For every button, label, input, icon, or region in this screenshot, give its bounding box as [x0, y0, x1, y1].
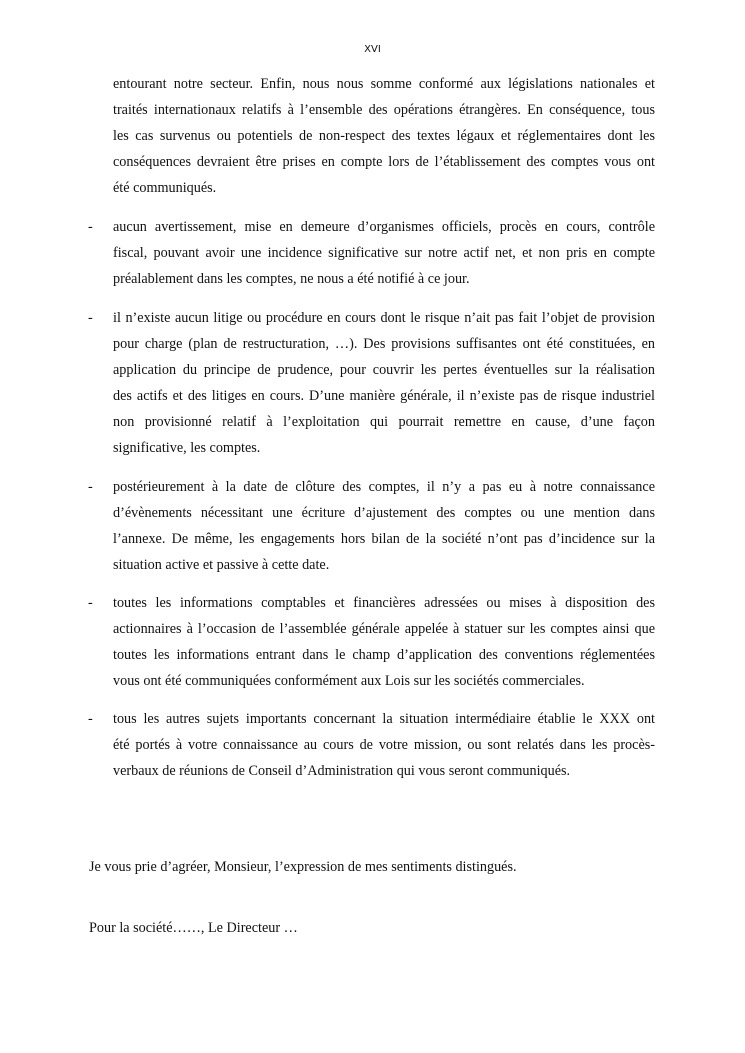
text-line: des actifs et des litiges en cours. D’une manière générale, il n’existe pas de risque industriel [113, 388, 655, 404]
bullet-item [88, 305, 655, 461]
text-line: été communiqués. [113, 180, 217, 196]
bullet-dash: - [88, 310, 93, 326]
text-line: les cas survenus ou potentiels de non-respect des textes légaux et réglementaires dont les [113, 128, 655, 144]
text-line: été portés à votre connaissance au cours de votre mission, ou sont relatés dans les procès- [113, 737, 655, 753]
closing-line: Je vous prie d’agréer, Monsieur, l’expression de mes sentiments distingués. [89, 859, 517, 875]
bullet-item [88, 474, 655, 578]
text-line: vous ont été communiquées conformément aux Lois sur les sociétés commerciales. [113, 673, 585, 689]
bullet-dash: - [88, 219, 93, 235]
text-line: application du principe de prudence, pour couvrir les pertes éventuelles sur la réalisation [113, 362, 655, 378]
bullet-dash: - [88, 711, 93, 727]
bullet-item [88, 590, 655, 694]
text-line: traités internationaux relatifs à l’ensemble des opérations étrangères. En conséquence, tous [113, 102, 655, 118]
text-line: entourant notre secteur. Enfin, nous nous somme conformé aux législations nationales et [113, 76, 655, 92]
bullet-dash: - [88, 479, 93, 495]
text-line: préalablement dans les comptes, ne nous a été notifié à ce jour. [113, 271, 470, 287]
text-line: d’évènements nécessitant une écriture d’ajustement des comptes ou une mention dans [113, 505, 655, 521]
text-line: toutes les informations comptables et financières adressées ou mises à disposition des [113, 595, 655, 611]
bullet-item [88, 706, 655, 784]
text-line: actionnaires à l’occasion de l’assemblée générale appelée à statuer sur les comptes ainsi que [113, 621, 655, 637]
signature-line: Pour la société……, Le Directeur … [89, 920, 298, 936]
text-line: significative, les comptes. [113, 440, 261, 456]
text-line: situation active et passive à cette date. [113, 557, 330, 573]
page-number: XVI [364, 44, 381, 55]
text-line: conséquences devraient être prises en compte lors de l’établissement des comptes vous ont [113, 154, 655, 170]
text-line: tous les autres sujets importants concernant la situation intermédiaire établie le XXX ont [113, 711, 655, 727]
text-line: verbaux de réunions de Conseil d’Administration qui vous seront communiqués. [113, 763, 571, 779]
text-line: il n’existe aucun litige ou procédure en cours dont le risque n’ait pas fait l’objet de provision [113, 310, 655, 326]
text-line: postérieurement à la date de clôture des comptes, il n’y a pas eu à notre connaissance [113, 479, 655, 495]
text-line: toutes les informations entrant dans le champ d’application des conventions réglementées [113, 647, 655, 663]
bullet-dash: - [88, 595, 93, 611]
text-line: aucun avertissement, mise en demeure d’organismes officiels, procès en cours, contrôle [113, 219, 655, 235]
bullet-item [88, 214, 655, 292]
text-line: non provisionné relatif à l’exploitation qui pourrait remettre en cause, d’une façon [113, 414, 655, 430]
continued-paragraph [113, 71, 655, 201]
text-line: pour charge (plan de restructuration, …). Des provisions suffisantes ont été constituées, en [113, 336, 655, 352]
text-line: l’annexe. De même, les engagements hors bilan de la société n’ont pas d’incidence sur la [113, 531, 655, 547]
text-line: fiscal, pouvant avoir une incidence significative sur notre actif net, et non pris en compte [113, 245, 655, 261]
